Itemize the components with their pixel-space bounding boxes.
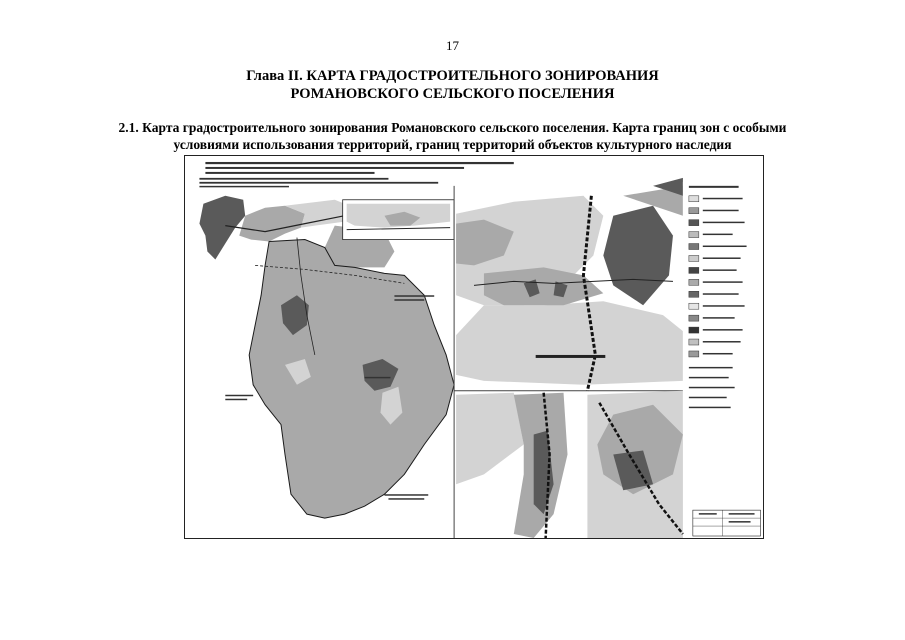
section-title-line-1: 2.1. Карта градостроительного зонирования Романовского сельского поселения. Карта границ зон с особыми — [118, 120, 787, 135]
main-settlement-map — [199, 196, 454, 518]
inset-map-bottom-right — [587, 391, 683, 538]
inset-map-top-center — [343, 200, 454, 240]
map-legend — [683, 182, 763, 431]
inset-map-bottom-center — [456, 393, 567, 538]
chapter-title-line-2: РОМАНОВСКОГО СЕЛЬСКОГО ПОСЕЛЕНИЯ — [290, 86, 615, 102]
chapter-title-line-1: Глава II. КАРТА ГРАДОСТРОИТЕЛЬНОГО ЗОНИРОВАНИЯ — [246, 68, 659, 84]
map-header-block — [199, 162, 513, 187]
section-title-line-2: условиями использования территорий, границ территорий объектов культурного наследия — [173, 137, 732, 152]
section-title — [60, 119, 845, 153]
inset-map-top-right — [456, 178, 683, 391]
page-number: 17 — [446, 38, 459, 53]
zoning-map-image — [184, 155, 764, 539]
zoning-map-drawing — [185, 156, 763, 538]
map-title-block — [693, 510, 761, 536]
chapter-title — [0, 67, 905, 103]
